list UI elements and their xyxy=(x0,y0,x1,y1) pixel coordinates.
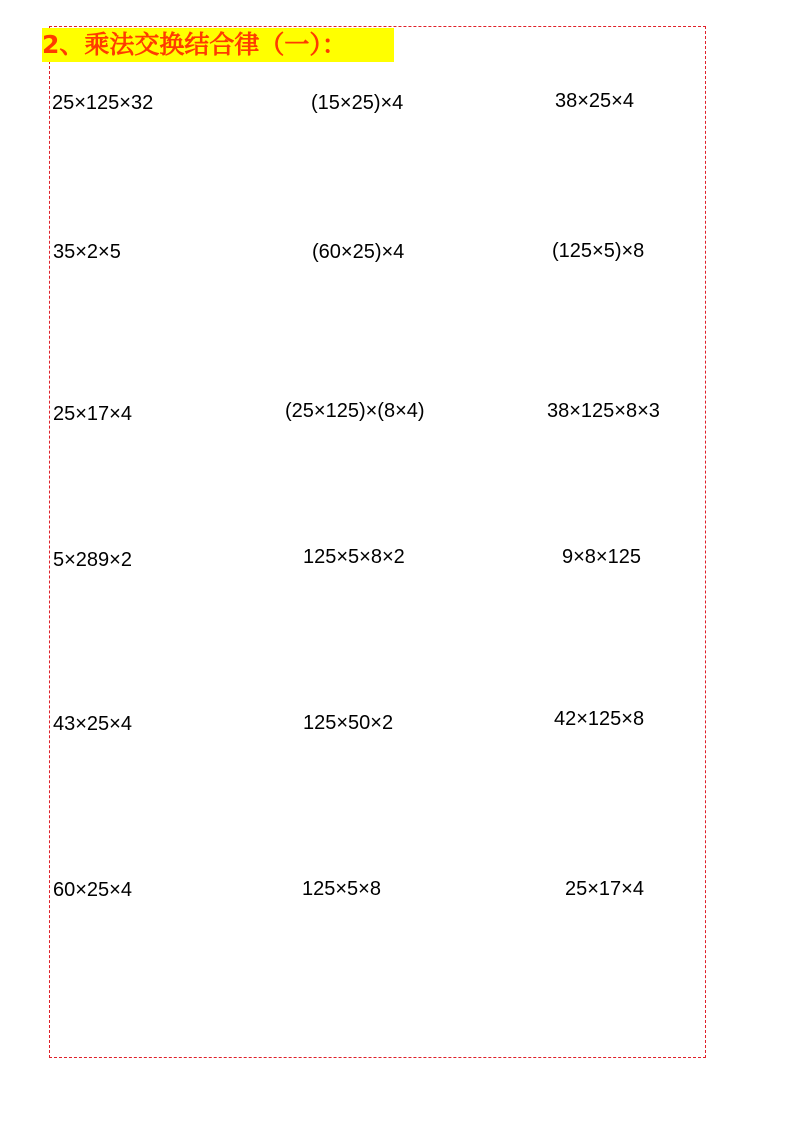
problem: (15×25)×4 xyxy=(311,92,404,114)
problem: (125×5)×8 xyxy=(552,240,645,262)
problem: 9×8×125 xyxy=(562,546,641,568)
problem: 38×25×4 xyxy=(555,90,634,112)
problem: (60×25)×4 xyxy=(312,241,405,263)
problem: 125×5×8×2 xyxy=(303,546,405,568)
worksheet-frame xyxy=(49,26,706,1058)
problem: 38×125×8×3 xyxy=(547,400,660,422)
problem: 60×25×4 xyxy=(53,879,132,901)
problem: 125×50×2 xyxy=(303,712,394,734)
problem: 43×25×4 xyxy=(53,713,132,735)
problem: 25×17×4 xyxy=(565,878,644,900)
problem: 42×125×8 xyxy=(554,708,645,730)
problem: (25×125)×(8×4) xyxy=(285,400,425,422)
problem: 5×289×2 xyxy=(53,549,132,571)
problem: 35×2×5 xyxy=(53,241,121,263)
problem: 125×5×8 xyxy=(302,878,381,900)
problem: 25×125×32 xyxy=(52,92,154,114)
worksheet-title: 2、乘法交换结合律（一）： xyxy=(42,28,394,62)
problem: 25×17×4 xyxy=(53,403,132,425)
